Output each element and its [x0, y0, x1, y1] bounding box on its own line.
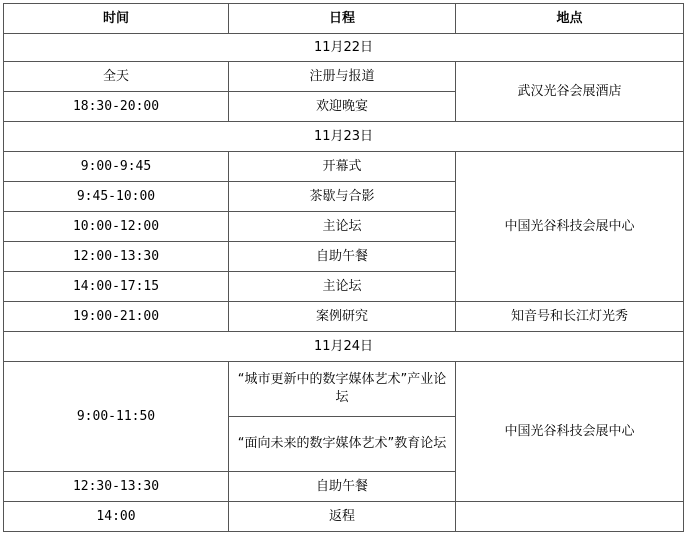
time-cell: 9:45-10:00 [4, 182, 229, 212]
date-cell: 11月24日 [4, 332, 684, 362]
time-cell: 9:00-11:50 [4, 362, 229, 472]
time-cell: 14:00 [4, 502, 229, 532]
schedule-cell: “城市更新中的数字媒体艺术”产业论坛 [229, 362, 456, 417]
header-schedule: 日程 [229, 4, 456, 34]
schedule-cell: 自助午餐 [229, 242, 456, 272]
location-cell: 中国光谷科技会展中心 [456, 362, 684, 502]
table-row [4, 152, 684, 182]
schedule-cell: 注册与报道 [229, 62, 456, 92]
time-cell: 19:00-21:00 [4, 302, 229, 332]
table-row [4, 502, 684, 532]
time-cell: 14:00-17:15 [4, 272, 229, 302]
date-row [4, 332, 684, 362]
schedule-cell: 自助午餐 [229, 472, 456, 502]
table-row [4, 302, 684, 332]
location-cell: 中国光谷科技会展中心 [456, 152, 684, 302]
time-cell: 10:00-12:00 [4, 212, 229, 242]
location-cell: 武汉光谷会展酒店 [456, 62, 684, 122]
date-cell: 11月22日 [4, 34, 684, 62]
header-time: 时间 [4, 4, 229, 34]
table-row [4, 62, 684, 92]
header-row [4, 4, 684, 34]
date-row [4, 34, 684, 62]
header-location: 地点 [456, 4, 684, 34]
location-cell [456, 502, 684, 532]
schedule-table [3, 3, 684, 532]
schedule-cell: 开幕式 [229, 152, 456, 182]
schedule-document [3, 3, 684, 532]
time-cell: 全天 [4, 62, 229, 92]
schedule-cell: 欢迎晚宴 [229, 92, 456, 122]
schedule-cell: 主论坛 [229, 212, 456, 242]
schedule-cell: “面向未来的数字媒体艺术”教育论坛 [229, 417, 456, 472]
time-cell: 9:00-9:45 [4, 152, 229, 182]
schedule-cell: 茶歇与合影 [229, 182, 456, 212]
date-row [4, 122, 684, 152]
schedule-cell: 返程 [229, 502, 456, 532]
location-cell: 知音号和长江灯光秀 [456, 302, 684, 332]
schedule-cell: 主论坛 [229, 272, 456, 302]
time-cell: 12:00-13:30 [4, 242, 229, 272]
time-cell: 12:30-13:30 [4, 472, 229, 502]
table-row [4, 362, 684, 417]
date-cell: 11月23日 [4, 122, 684, 152]
schedule-cell: 案例研究 [229, 302, 456, 332]
time-cell: 18:30-20:00 [4, 92, 229, 122]
